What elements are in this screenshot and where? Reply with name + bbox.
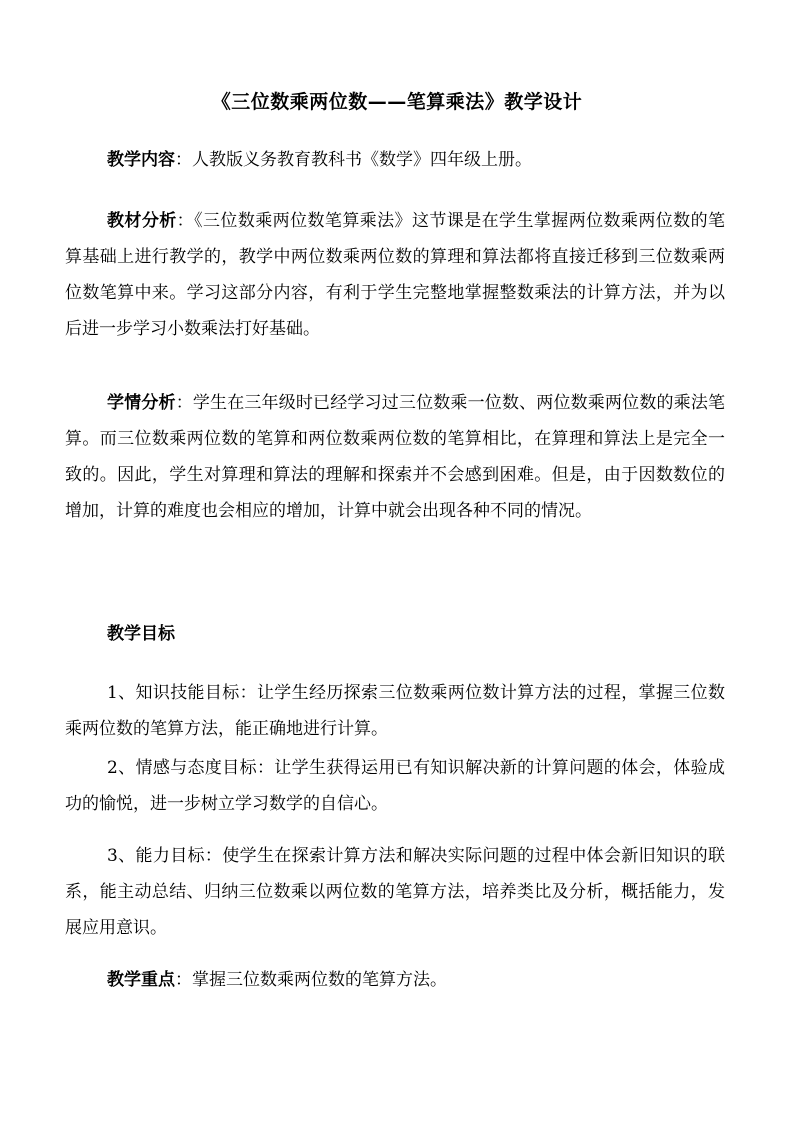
teaching-content-paragraph [65,142,725,178]
key-point-paragraph [65,962,725,998]
teaching-content-text: ：人教版义务教育教科书《数学》四年级上册。 [175,150,532,170]
student-analysis-text: ：学生在三年级时已经学习过三位数乘一位数、两位数乘两位数的乘法笔算。而三位数乘两位数的笔算和两位数乘两位数的笔算相比，在算理和算法上是完全一致的。因此，学生对算理和算法的理解和探索并不会感到困难。但是，由于因数数位的增加，计算的难度也会相应的增加，计算中就会出现各种不同的情况。 [65,393,726,521]
student-analysis-paragraph [65,385,725,529]
key-point-label: 教学重点 [107,970,175,990]
objective-item: 1、知识技能目标：让学生经历探索三位数乘两位数计算方法的过程，掌握三位数乘两位数的笔算方法，能正确地进行计算。 [65,683,725,739]
material-analysis-label: 教材分析 [107,211,177,231]
objective-item: 3、能力目标：使学生在探索计算方法和解决实际问题的过程中体会新旧知识的联系，能主动总结、归纳三位数乘以两位数的笔算方法，培养类比及分析，概括能力，发展应用意识。 [65,846,725,938]
teaching-content-label: 教学内容 [107,150,175,170]
material-analysis-text: ：《三位数乘两位数笔算乘法》这节课是在学生掌握两位数乘两位数的笔算基础上进行教学的，教学中两位数乘两位数的算理和算法都将直接迁移到三位数乘两位数笔算中来。学习这部分内容，有利于学生完整地掌握整数乘法的计算方法，并为以后进一步学习小数乘法打好基础。 [65,211,726,339]
student-analysis-label: 学情分析 [107,393,176,413]
objectives-heading: 教学目标 [107,624,175,644]
key-point-text: ：掌握三位数乘两位数的笔算方法。 [175,970,447,990]
objective-item: 2、情感与态度目标：让学生获得运用已有知识解决新的计算问题的体会，体验成功的愉悦，进一步树立学习数学的自信心。 [65,758,725,814]
document-title: 《三位数乘两位数——笔算乘法》教学设计 [211,91,583,113]
material-analysis-paragraph [65,203,725,347]
